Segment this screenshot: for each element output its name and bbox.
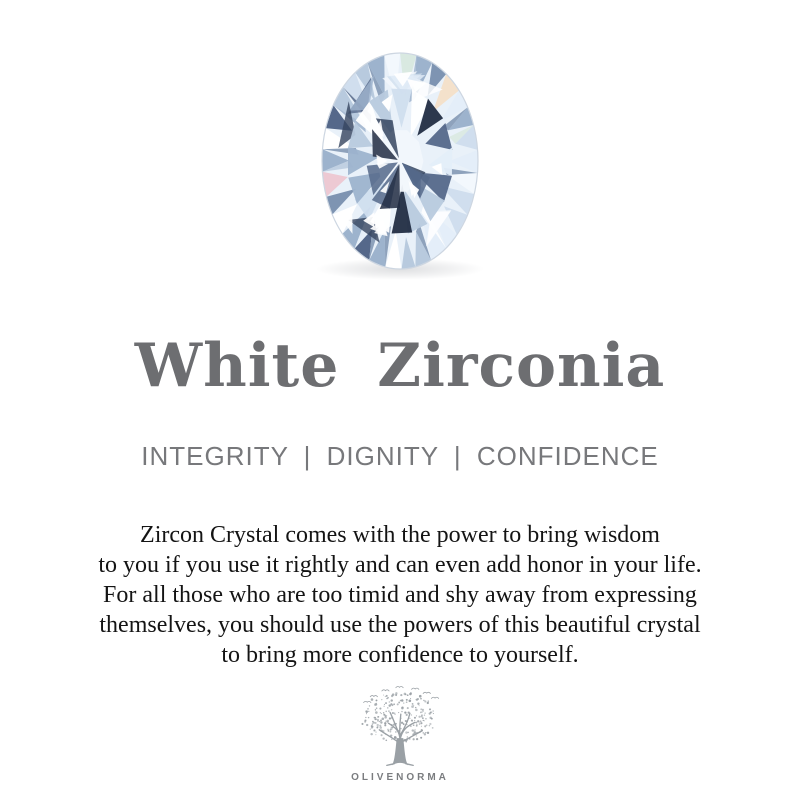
description-line: themselves, you should use the powers of this beautiful crystal [99,612,701,638]
page-title: White Zirconia [134,331,666,401]
olive-tree-icon [357,686,443,767]
tree-foliage [361,692,434,742]
brand-logo [0,686,800,783]
description-line: to bring more confidence to yourself. [221,642,579,668]
brand-name: OLIVENORMA [351,772,449,783]
description-line: to you if you use it rightly and can even add honor in your life. [98,552,702,578]
zirconia-gem-image [320,49,480,273]
description [0,520,800,670]
description-line: For all those who are too timid and shy away from expressing [103,582,697,608]
tagline: INTEGRITY | DIGNITY | CONFIDENCE [141,441,659,471]
description-line: Zircon Crystal comes with the power to bring wisdom [140,522,660,548]
oval-gem-icon [320,49,480,273]
